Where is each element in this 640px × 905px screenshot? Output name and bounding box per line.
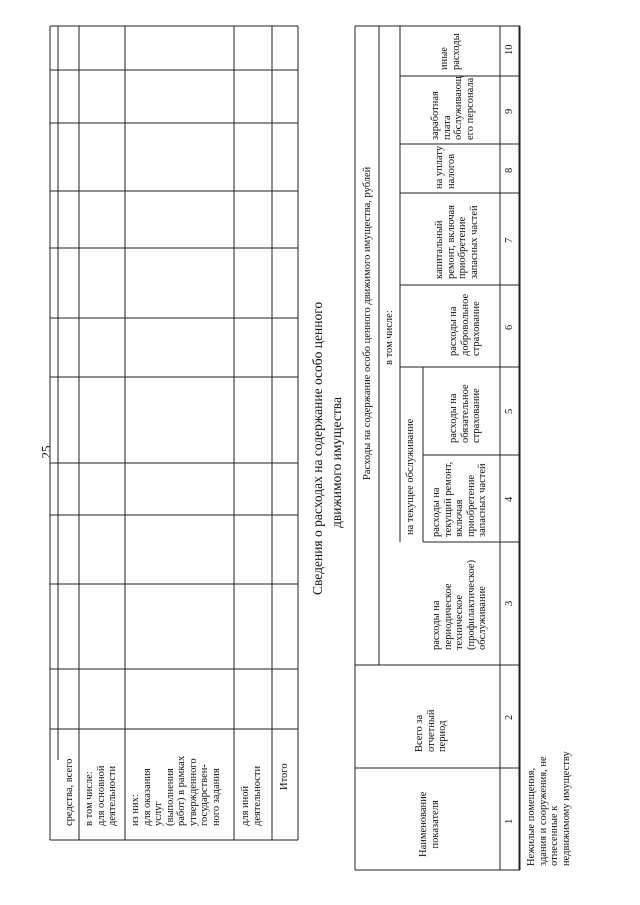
bottom-col6-header: расходы на добровольное страхование: [448, 293, 482, 356]
section-heading-line2: движимого имущества: [329, 397, 344, 528]
top-row-total-label: средства, всего: [64, 758, 75, 826]
bottom-col5-header: расходы на обязательное страхование: [448, 384, 482, 443]
bottom-col-name-header: Наименование показателя: [418, 791, 441, 857]
top-row-main-activity-label: в том числе: для основной деятельности: [84, 765, 118, 826]
data-row-nonresidential-label: Нежилые помещения, здания и сооружения, не отнесенные к недвижимому имуществу: [526, 751, 572, 866]
col-number-10: 10: [504, 44, 515, 55]
col-number-8: 8: [504, 167, 515, 173]
bottom-subgroup-current: на текущее обслуживание: [405, 418, 416, 535]
bottom-col-total-header: Всего за отчетный период: [414, 709, 448, 752]
bottom-group-header: Расходы на содержание особо ценного движимого имущества, рублей: [362, 166, 373, 480]
section-heading-line1: Сведения о расходах на содержание особо ценного: [310, 301, 325, 595]
bottom-col10-header: иные расходы: [439, 33, 462, 70]
col-number-7: 7: [504, 237, 515, 243]
top-row-other-activity-label: для иной деятельности: [240, 765, 263, 826]
col-number-3: 3: [504, 600, 515, 606]
bottom-col3-header: расходы на периодическое техническое (профилактическое) обслуживание: [431, 559, 488, 650]
bottom-col4-header: расходы на текущий ремонт, включая приобретение запасных частей: [431, 461, 488, 537]
bottom-subgroup-in-that: в том числе:: [384, 310, 395, 365]
top-row-itogo-label: Итого: [279, 763, 290, 790]
top-row-state-task-label: из них: для оказания услуг (выполнения работ) в рамках утвержденного государствен- ного задания: [130, 755, 222, 826]
col-number-6: 6: [504, 324, 515, 330]
col-number-2: 2: [504, 714, 515, 720]
col-number-9: 9: [504, 108, 515, 114]
col-number-1: 1: [504, 818, 515, 824]
col-number-5: 5: [504, 408, 515, 414]
page-number: 25: [38, 445, 54, 459]
col-number-4: 4: [504, 496, 515, 502]
bottom-col7-header: капитальный ремонт, включая приобретение запасных частей: [434, 205, 480, 279]
bottom-col8-header: на уплату налогов: [434, 145, 457, 189]
bottom-col9-header: заработная плата обслуживающ его персонала: [430, 76, 476, 140]
